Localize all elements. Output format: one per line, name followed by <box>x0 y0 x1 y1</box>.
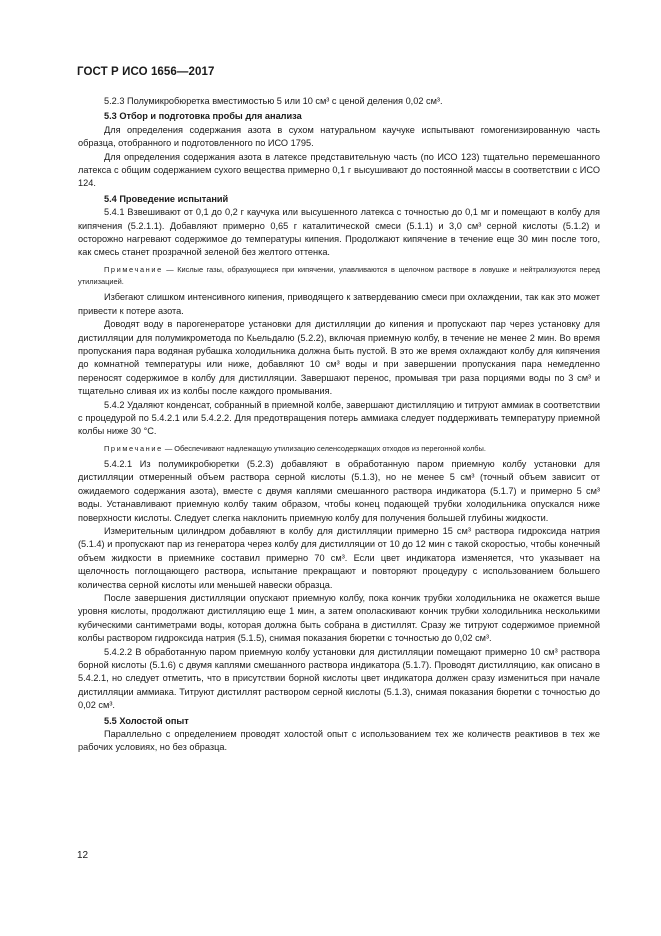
paragraph: Параллельно с определением проводят холостой опыт с использованием тех же количеств реактивов в тех же рабочих условиях, но без образца. <box>78 729 600 753</box>
section-heading: 5.3 Отбор и подготовка пробы для анализа <box>104 111 302 122</box>
paragraph: Избегают слишком интенсивного кипения, приводящего к затвердеванию смеси при охлаждении, так как это может привести к потере азота. <box>78 292 600 316</box>
note-text: — Обеспечивают надлежащую утилизацию селенсодержащих отходов из перегонной колбы. <box>162 443 486 453</box>
paragraph: 5.4.1 Взвешивают от 0,1 до 0,2 г каучука или высушенного латекса с точностью до 0,1 мг и помещают в колбу для кипячения (5.2.1.1). Добавляют примерно 0,65 г каталитической смеси (5.1.1) и 3,0 см³ серной кислоты (5.1.2) и осторожно нагревают содержимое до температуры кипения. Продолжают кипячение в течение еще 30 мин после того, как смесь станет прозрачной зеленой без желтого оттенка. <box>78 207 600 258</box>
document-header: ГОСТ Р ИСО 1656—2017 <box>77 66 215 78</box>
note-label: Примечание <box>104 264 163 274</box>
note-label: Примечание <box>104 443 163 453</box>
paragraph: Измерительным цилиндром добавляют в колбу для дистилляции примерно 15 см³ раствора гидроксида натрия (5.1.4) и пропускают пар из генератора через колбу для дистилляции от 10 до 12 мин с такой скоростью, чтобы конечный объем жидкости в приемнике составил примерно 70 см³. Если цвет индикатора изменяется, что указывает на щелочность поглощающего раствора, испытание прекращают и повторяют процедуру с использованием большего количества серной кислоты или меньшей навески образца. <box>78 525 600 590</box>
paragraph: 5.4.2 Удаляют конденсат, собранный в приемной колбе, завершают дистилляцию и титруют аммиак в соответствии с процедурой по 5.4.2.1 или 5.4.2.2. Для предотвращения потерь аммиака следует поддерживать температуру приемной колбы ниже 30 °С. <box>78 399 600 437</box>
paragraph: 5.2.3 Полумикробюретка вместимостью 5 или 10 см³ с ценой деления 0,02 см³. <box>104 96 443 106</box>
section-heading: 5.5 Холостой опыт <box>104 715 189 726</box>
paragraph: 5.4.2.2 В обработанную паром приемную колбу установки для дистилляции помещают примерно 10 см³ раствора борной кислоты (5.1.6) с двумя каплями смешанного раствора индикатора (5.1.7). Проводят дистилляцию, как описано в 5.4.2.1, но следует отметить, что в присутствии борной кислоты цвет индикатора должен сразу измениться при начале дистилляции аммиака. Титруют дистиллят раствором серной кислоты (5.1.3), снимая показания бюретки с точностью до 0,02 см³. <box>78 646 600 711</box>
paragraph: Для определения содержания азота в сухом натуральном каучуке испытывают гомогенизированную часть образца, отобранного и подготовленного по ИСО 1795. <box>78 124 600 149</box>
paragraph: После завершения дистилляции опускают приемную колбу, пока кончик трубки холодильника не окажется выше уровня кислоты, продолжают дистилляцию еще 1 мин, а затем ополаскивают кончик трубки холодильника несколькими кубическими сантиметрами воды, которая должна быть собрана в дистиллят. Сразу же титруют содержимое приемной колбы раствором гидроксида натрия (5.1.5), снимая показания бюретки с точностью до 0,02 см³. <box>78 593 600 644</box>
paragraph: Для определения содержания азота в латексе представительную часть (по ИСО 123) тщательно перемешанного латекса с общим содержанием сухого вещества примерно 0,1 г высушивают до постоянной массы в соответствии с ИСО 124. <box>78 151 600 189</box>
paragraph: Доводят воду в парогенераторе установки для дистилляции до кипения и пропускают пар через установку для дистилляции для полумикрометода по Кьельдалю (5.2.2), включая приемную колбу, в течение не менее 2 мин. Во время пропускания пара водяная рубашка холодильника должна быть пустой. В это же время охлаждают колбу для кипячения до комнатной температуры или ниже, добавляют 10 см³ воды и при завершении пропускания пара немедленно переносят содержимое в колбу для дистилляции. Завершают перенос, промывая три раза порциями воды по 3 см³ и тщательно сливая их из колбы после каждого промывания. <box>78 319 600 397</box>
document-body <box>78 95 600 755</box>
section-heading: 5.4 Проведение испытаний <box>104 193 229 204</box>
note <box>78 264 600 288</box>
note <box>78 443 600 455</box>
paragraph: 5.4.2.1 Из полумикробюретки (5.2.3) добавляют в обработанную паром приемную колбу установки для дистилляции отмеренный объем раствора серной кислоты (5.1.3), но не менее 5 см³ (точный объем зависит от ожидаемого содержания азота), вместе с двумя каплями смешанного раствора индикатора (5.1.7) и примерно 5 см³ воды. Устанавливают приемную колбу таким образом, чтобы конец подающей трубки холодильника опускался ниже поверхности кислоты. Следует слегка наклонить приемную колбу для получения большей глубины жидкости. <box>78 458 600 523</box>
note-text: — Кислые газы, образующиеся при кипячении, улавливаются в щелочном растворе в ловушке и нейтрализуются перед утилизацией. <box>78 264 600 287</box>
page-number: 12 <box>77 850 89 861</box>
